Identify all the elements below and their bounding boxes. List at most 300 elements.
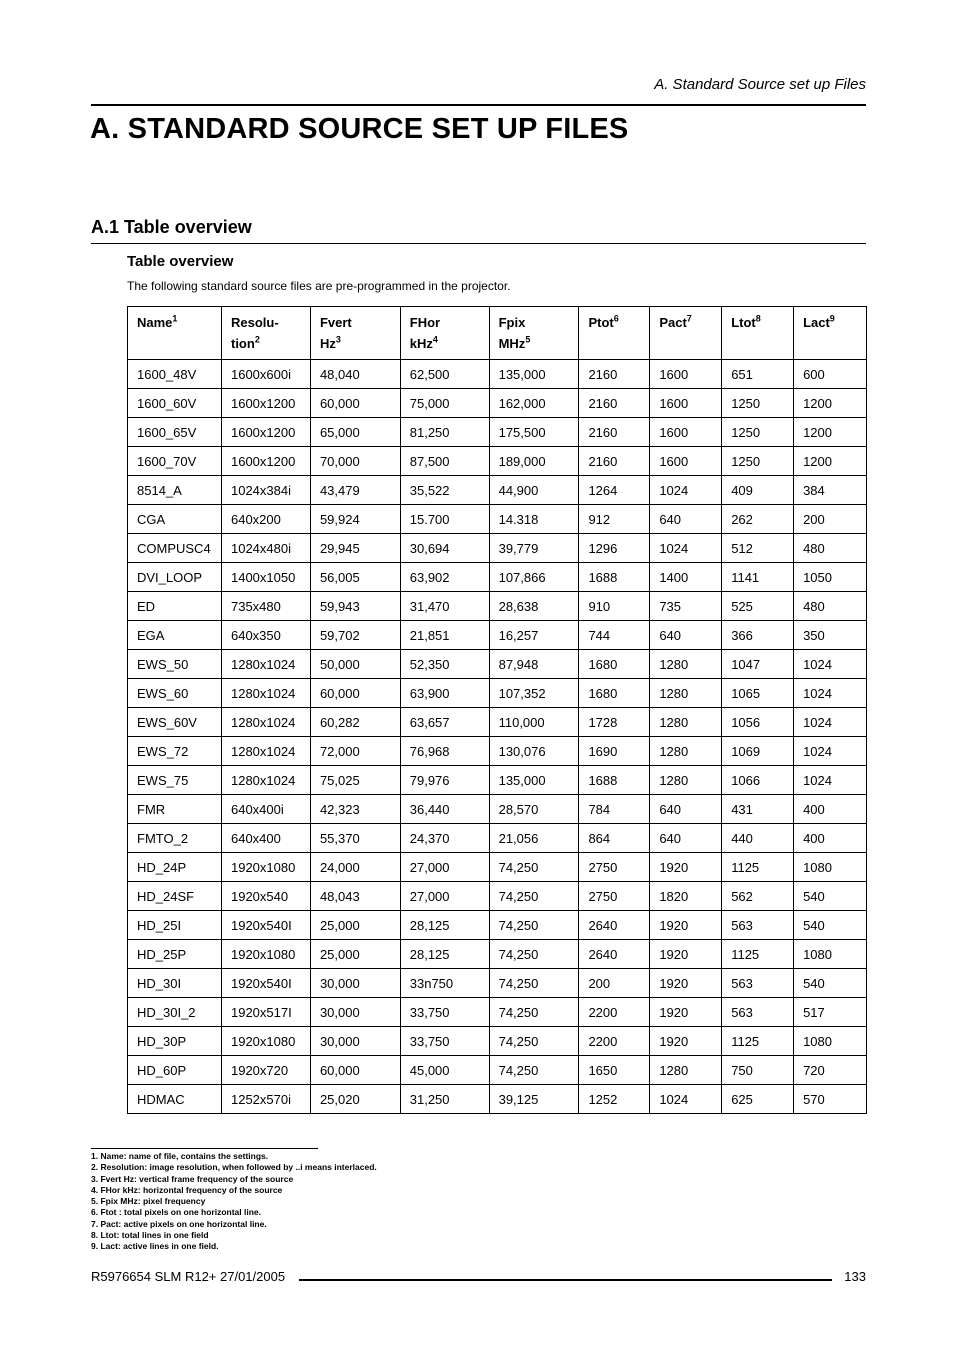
table-cell: 384 (794, 476, 867, 505)
table-cell: 87,948 (489, 650, 579, 679)
footer-rule (299, 1279, 832, 1281)
footnote-item: 9. Lact: active lines in one field. (91, 1241, 219, 1252)
table-cell: 1080 (794, 853, 867, 882)
footnote-ref: 6 (613, 313, 619, 324)
table-cell: HD_25P (128, 940, 222, 969)
table-cell: 1024 (650, 476, 722, 505)
table-cell: FMTO_2 (128, 824, 222, 853)
table-cell: 1252x570i (221, 1085, 310, 1114)
column-header-unit (320, 336, 391, 351)
column-header-label: Ltot (731, 315, 756, 330)
table-row (128, 824, 867, 853)
table-row (128, 389, 867, 418)
table-cell: 480 (794, 534, 867, 563)
table-cell: 42,323 (310, 795, 400, 824)
table-cell: 1600_65V (128, 418, 222, 447)
table-cell: 60,000 (310, 389, 400, 418)
table-cell: 1024x480i (221, 534, 310, 563)
column-header-label: Pact (659, 315, 687, 330)
chapter-title: A. STANDARD SOURCE SET UP FILES (90, 113, 629, 145)
table-cell: HD_30I_2 (128, 998, 222, 1027)
table-cell: 200 (794, 505, 867, 534)
table-cell: 1024 (794, 650, 867, 679)
column-header (310, 307, 400, 360)
table-cell: 33,750 (400, 1027, 489, 1056)
table-cell: 135,000 (489, 360, 579, 389)
table-row (128, 998, 867, 1027)
footnote-item: 6. Ftot : total pixels on one horizontal line. (91, 1207, 262, 1218)
table-cell: 540 (794, 969, 867, 998)
table-cell: 1250 (722, 389, 794, 418)
table-cell: 1600x1200 (221, 389, 310, 418)
table-cell: 75,025 (310, 766, 400, 795)
footnote-item: 7. Pact: active pixels on one horizontal line. (91, 1218, 267, 1229)
column-header (794, 307, 867, 360)
table-cell: 2750 (579, 882, 650, 911)
table-row (128, 940, 867, 969)
table-cell: 48,043 (310, 882, 400, 911)
table-cell: 600 (794, 360, 867, 389)
table-cell: EGA (128, 621, 222, 650)
table-cell: 21,851 (400, 621, 489, 650)
table-cell: 1688 (579, 766, 650, 795)
table-cell: 1280 (650, 737, 722, 766)
table-cell: 70,000 (310, 447, 400, 476)
table-cell: 720 (794, 1056, 867, 1085)
column-header-label: Fpix (498, 315, 526, 330)
table-cell: CGA (128, 505, 222, 534)
table-cell: 480 (794, 592, 867, 621)
table-cell: 76,968 (400, 737, 489, 766)
table-cell: 39,779 (489, 534, 579, 563)
table-cell: 52,350 (400, 650, 489, 679)
table-cell: 79,976 (400, 766, 489, 795)
table-cell: 72,000 (310, 737, 400, 766)
table-cell: 1050 (794, 563, 867, 592)
footnotes (91, 1151, 377, 1253)
table-cell: 1047 (722, 650, 794, 679)
table-cell: 262 (722, 505, 794, 534)
column-header-label: Resolu- (230, 315, 279, 330)
table-cell: 75,000 (400, 389, 489, 418)
table-cell: 1600x600i (221, 360, 310, 389)
table-cell: 30,694 (400, 534, 489, 563)
table-row (128, 737, 867, 766)
table-cell: 1069 (722, 737, 794, 766)
table-cell: 1024 (794, 708, 867, 737)
column-header-unit (410, 336, 480, 351)
table-cell: 864 (579, 824, 650, 853)
table-cell: 189,000 (489, 447, 579, 476)
table-cell: 35,522 (400, 476, 489, 505)
table-cell: 912 (579, 505, 650, 534)
table-cell: 1080 (794, 1027, 867, 1056)
table-cell: ED (128, 592, 222, 621)
column-header (128, 307, 222, 360)
section-title: A.1 Table overview (91, 217, 252, 237)
table-cell: HD_30I (128, 969, 222, 998)
table-cell: 750 (722, 1056, 794, 1085)
table-cell: 1600 (650, 418, 722, 447)
table-cell: 1920 (650, 998, 722, 1027)
table-cell: 74,250 (489, 853, 579, 882)
table-cell: 135,000 (489, 766, 579, 795)
table-cell: 1280 (650, 708, 722, 737)
table-cell: EWS_60 (128, 679, 222, 708)
table-cell: 540 (794, 911, 867, 940)
table-cell: 28,125 (400, 911, 489, 940)
table-cell: 62,500 (400, 360, 489, 389)
table-cell: 74,250 (489, 882, 579, 911)
table-cell: 2200 (579, 1027, 650, 1056)
table-cell: 1920x540 (221, 882, 310, 911)
table-cell: 1125 (722, 853, 794, 882)
table-cell: 1250 (722, 447, 794, 476)
page-number: 133 (844, 1269, 866, 1284)
table-cell: 784 (579, 795, 650, 824)
table-cell: 1280 (650, 766, 722, 795)
table-cell: 563 (722, 911, 794, 940)
table-cell: 44,900 (489, 476, 579, 505)
table-cell: 107,866 (489, 563, 579, 592)
table-cell: 1200 (794, 389, 867, 418)
table-cell: 29,945 (310, 534, 400, 563)
table-cell: 162,000 (489, 389, 579, 418)
table-cell: HDMAC (128, 1085, 222, 1114)
footnote-ref: 7 (686, 313, 692, 324)
table-cell: 1650 (579, 1056, 650, 1085)
table-cell: 1024 (794, 679, 867, 708)
table-cell: 25,000 (310, 911, 400, 940)
table-cell: 1690 (579, 737, 650, 766)
table-row (128, 592, 867, 621)
footnote-item: 5. Fpix MHz: pixel frequency (91, 1196, 206, 1207)
table-cell: 400 (794, 795, 867, 824)
table-cell: 1280x1024 (221, 679, 310, 708)
table-row (128, 708, 867, 737)
table-cell: 2640 (579, 911, 650, 940)
table-cell: 25,000 (310, 940, 400, 969)
table-cell: 409 (722, 476, 794, 505)
table-cell: 1600x1200 (221, 447, 310, 476)
footnote-ref: 4 (432, 334, 438, 345)
table-cell: 28,125 (400, 940, 489, 969)
table-cell: 59,924 (310, 505, 400, 534)
table-cell: 175,500 (489, 418, 579, 447)
table-row (128, 360, 867, 389)
table-cell: 1066 (722, 766, 794, 795)
table-cell: 563 (722, 998, 794, 1027)
column-header-unit-label: tion (230, 336, 255, 351)
table-cell: 1280x1024 (221, 766, 310, 795)
table-cell: 33,750 (400, 998, 489, 1027)
table-cell: 640x400 (221, 824, 310, 853)
table-cell: EWS_72 (128, 737, 222, 766)
table-cell: 14.318 (489, 505, 579, 534)
column-header-label: Ptot (588, 315, 614, 330)
table-cell: 1400 (650, 563, 722, 592)
table-row (128, 679, 867, 708)
table-cell: 60,282 (310, 708, 400, 737)
table-cell: 1920 (650, 969, 722, 998)
table-cell: 512 (722, 534, 794, 563)
table-cell: 1688 (579, 563, 650, 592)
table-cell: 28,570 (489, 795, 579, 824)
table-cell: 1141 (722, 563, 794, 592)
table-row (128, 505, 867, 534)
table-cell: 107,352 (489, 679, 579, 708)
table-cell: 1600_48V (128, 360, 222, 389)
table-cell: 431 (722, 795, 794, 824)
table-row (128, 1027, 867, 1056)
column-header (650, 307, 722, 360)
column-header-unit-label: MHz (498, 336, 526, 351)
table-cell: 87,500 (400, 447, 489, 476)
table-cell: 74,250 (489, 1056, 579, 1085)
column-header-unit-label: Hz (319, 336, 336, 351)
table-cell: 27,000 (400, 882, 489, 911)
table-cell: 1728 (579, 708, 650, 737)
table-cell: FMR (128, 795, 222, 824)
table-cell: 350 (794, 621, 867, 650)
table-cell: 1252 (579, 1085, 650, 1114)
table-cell: 1920 (650, 911, 722, 940)
table-cell: 48,040 (310, 360, 400, 389)
table-cell: 525 (722, 592, 794, 621)
table-cell: 1820 (650, 882, 722, 911)
table-cell: 1920x1080 (221, 853, 310, 882)
table-cell: 1024 (650, 534, 722, 563)
source-files-table (127, 306, 867, 1114)
column-header-label: FHor (409, 315, 441, 330)
table-row (128, 882, 867, 911)
table-cell: 63,657 (400, 708, 489, 737)
footnote-ref: 2 (254, 334, 260, 345)
table-cell: 2160 (579, 447, 650, 476)
table-cell: HD_30P (128, 1027, 222, 1056)
table-row (128, 418, 867, 447)
table-body (128, 360, 867, 1114)
table-cell: 735 (650, 592, 722, 621)
table-row (128, 795, 867, 824)
table-cell: 1920 (650, 1027, 722, 1056)
table-cell: 39,125 (489, 1085, 579, 1114)
column-header (722, 307, 794, 360)
table-cell: 640 (650, 824, 722, 853)
table-cell: 21,056 (489, 824, 579, 853)
table-cell: 1024 (794, 737, 867, 766)
table-cell: 1600x1200 (221, 418, 310, 447)
table-cell: 43,479 (310, 476, 400, 505)
table-cell: 60,000 (310, 679, 400, 708)
footnote-ref: 8 (755, 313, 761, 324)
column-header-label: Fvert (319, 315, 352, 330)
table-cell: EWS_50 (128, 650, 222, 679)
table-cell: 651 (722, 360, 794, 389)
table-cell: 130,076 (489, 737, 579, 766)
table-cell: 45,000 (400, 1056, 489, 1085)
table-cell: 640x350 (221, 621, 310, 650)
table-cell: 2200 (579, 998, 650, 1027)
table-cell: 81,250 (400, 418, 489, 447)
table-cell: 1065 (722, 679, 794, 708)
table-cell: 25,020 (310, 1085, 400, 1114)
footnote-item: 3. Fvert Hz: vertical frame frequency of the source (91, 1173, 294, 1184)
table-row (128, 969, 867, 998)
column-header (221, 307, 310, 360)
table-cell: 1920x540I (221, 911, 310, 940)
footnote-ref: 5 (525, 334, 531, 345)
table-cell: 30,000 (310, 1027, 400, 1056)
table-cell: 24,370 (400, 824, 489, 853)
table-cell: 2640 (579, 940, 650, 969)
table-row (128, 650, 867, 679)
table-cell: HD_24SF (128, 882, 222, 911)
table-cell: 563 (722, 969, 794, 998)
table-cell: 1600_70V (128, 447, 222, 476)
table-row (128, 534, 867, 563)
table-cell: 74,250 (489, 998, 579, 1027)
table-cell: 2750 (579, 853, 650, 882)
table-cell: 640 (650, 621, 722, 650)
table-cell: 2160 (579, 418, 650, 447)
footnote-item: 8. Ltot: total lines in one field (91, 1230, 209, 1241)
table-cell: 65,000 (310, 418, 400, 447)
table-cell: 400 (794, 824, 867, 853)
table-cell: 440 (722, 824, 794, 853)
footnote-rule (91, 1148, 318, 1149)
column-header-unit-label: kHz (409, 336, 433, 351)
header-rule (91, 104, 866, 106)
table-cell: 110,000 (489, 708, 579, 737)
table-row (128, 766, 867, 795)
table-row (128, 911, 867, 940)
table-cell: 640x400i (221, 795, 310, 824)
table-cell: 63,902 (400, 563, 489, 592)
table-cell: HD_25I (128, 911, 222, 940)
table-cell: 1056 (722, 708, 794, 737)
table-cell: 1280x1024 (221, 737, 310, 766)
footnote-item: 4. FHor kHz: horizontal frequency of the source (91, 1184, 283, 1195)
table-cell: 1680 (579, 650, 650, 679)
table-cell: 1080 (794, 940, 867, 969)
table-cell: 55,370 (310, 824, 400, 853)
table-row (128, 476, 867, 505)
footnote-ref: 3 (335, 334, 341, 345)
intro-text: The following standard source files are pre-programmed in the projector. (127, 279, 511, 293)
table-cell: 1920x540I (221, 969, 310, 998)
section-rule (91, 243, 866, 244)
table-cell: 200 (579, 969, 650, 998)
footnote-ref: 9 (829, 313, 835, 324)
table-cell: 540 (794, 882, 867, 911)
table-cell: 640 (650, 795, 722, 824)
table-cell: HD_24P (128, 853, 222, 882)
column-header-unit (231, 336, 301, 351)
table-cell: 59,702 (310, 621, 400, 650)
table-cell: 63,900 (400, 679, 489, 708)
table-header-row (128, 307, 867, 360)
table-cell: 1024 (650, 1085, 722, 1114)
table-cell: 640x200 (221, 505, 310, 534)
table-cell: EWS_75 (128, 766, 222, 795)
footer-doc-ref: R5976654 SLM R12+ 27/01/2005 (91, 1269, 286, 1284)
footnote-item: 1. Name: name of file, contains the settings. (91, 1151, 269, 1161)
table-cell: 2160 (579, 360, 650, 389)
table-cell: 1600 (650, 360, 722, 389)
column-header-unit (499, 336, 570, 351)
table-cell: 1280 (650, 650, 722, 679)
table-cell: 735x480 (221, 592, 310, 621)
footnote-item: 2. Resolution: image resolution, when followed by ..i means interlaced. (91, 1162, 377, 1173)
table-cell: 1920x720 (221, 1056, 310, 1085)
table-cell: 1280x1024 (221, 650, 310, 679)
table-cell: 1125 (722, 940, 794, 969)
table-cell: 1600 (650, 447, 722, 476)
table-cell: EWS_60V (128, 708, 222, 737)
table-cell: COMPUSC4 (128, 534, 222, 563)
table-row (128, 1085, 867, 1114)
table-cell: 562 (722, 882, 794, 911)
table-cell: 36,440 (400, 795, 489, 824)
table-row (128, 447, 867, 476)
table-cell: 1024x384i (221, 476, 310, 505)
table-cell: 1920x1080 (221, 1027, 310, 1056)
table-cell: 1920 (650, 853, 722, 882)
table-cell: 30,000 (310, 969, 400, 998)
table-cell: 60,000 (310, 1056, 400, 1085)
table-cell: 31,250 (400, 1085, 489, 1114)
table-cell: 33n750 (400, 969, 489, 998)
table-cell: 1400x1050 (221, 563, 310, 592)
table-cell: 15.700 (400, 505, 489, 534)
column-header-label: Name (137, 315, 173, 330)
column-header (489, 307, 579, 360)
table-cell: 1200 (794, 418, 867, 447)
table-cell: 1680 (579, 679, 650, 708)
table-cell: 1125 (722, 1027, 794, 1056)
footnote-ref: 1 (172, 313, 178, 324)
table-row (128, 1056, 867, 1085)
table-cell: 1280 (650, 1056, 722, 1085)
table-cell: 517 (794, 998, 867, 1027)
table-cell: 1600_60V (128, 389, 222, 418)
table-cell: 30,000 (310, 998, 400, 1027)
column-header-label: Lact (803, 315, 830, 330)
table-cell: 16,257 (489, 621, 579, 650)
table-row (128, 621, 867, 650)
running-head: A. Standard Source set up Files (654, 76, 866, 93)
table-cell: 27,000 (400, 853, 489, 882)
table-cell: 570 (794, 1085, 867, 1114)
table-cell: 1920x517I (221, 998, 310, 1027)
table-cell: 1600 (650, 389, 722, 418)
table-cell: 50,000 (310, 650, 400, 679)
table-cell: 1920x1080 (221, 940, 310, 969)
table-cell: 24,000 (310, 853, 400, 882)
table-cell: 74,250 (489, 940, 579, 969)
subsection-title: Table overview (127, 253, 234, 270)
table-cell: 910 (579, 592, 650, 621)
table-cell: 31,470 (400, 592, 489, 621)
table-cell: 74,250 (489, 911, 579, 940)
column-header (579, 307, 650, 360)
table-cell: 744 (579, 621, 650, 650)
table-cell: DVI_LOOP (128, 563, 222, 592)
table-cell: 1250 (722, 418, 794, 447)
table-cell: 74,250 (489, 969, 579, 998)
table-cell: 56,005 (310, 563, 400, 592)
